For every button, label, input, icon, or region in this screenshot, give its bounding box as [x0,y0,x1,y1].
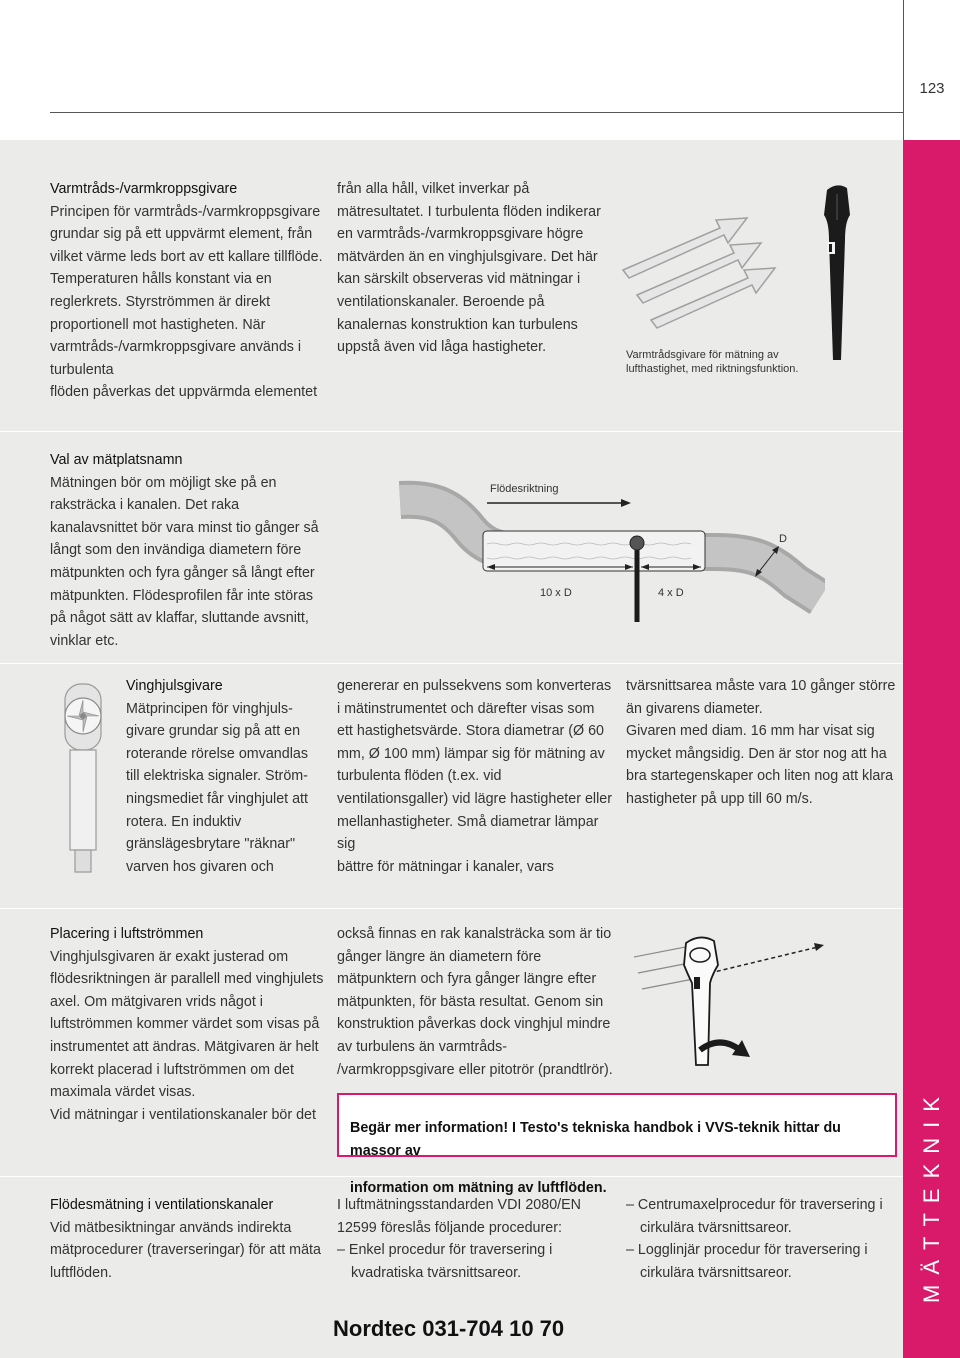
section-measurement-site [50,449,330,652]
text-line: korrekt placerad i luftströmmen om det [50,1061,294,1078]
bullet-item-continuation: cirkulära tvärsnittsareor. [640,1264,792,1281]
text-line: Vid mätningar i ventilationskanaler bör det [50,1106,316,1123]
text-line: tvärsnittsarea måste vara 10 gånger större [626,678,896,694]
text-line: sig [337,836,356,853]
section-divider [0,663,903,664]
info-text-line: information om mätning av luftflöden. [350,1179,607,1196]
text-line: maximala värdet visas. [50,1084,196,1101]
text-line: proportionell mot hastigheten. När [50,316,266,333]
text-line: vinklar etc. [50,632,119,649]
section-hotwire-col1 [50,178,325,404]
text-line: kanalernas konstruktion kan turbulens [337,316,578,333]
rotation-arrow-icon [700,1043,740,1051]
text-line: axel. Om mätgivaren vrids något i [50,993,263,1010]
text-line: Vinghjulsgivaren är exakt justerad om [50,948,289,965]
text-line: uppstå även vid låga hastigheter. [337,339,547,356]
bullet-item-continuation: cirkulära tvärsnittsareor. [640,1219,792,1236]
caption-line: Varmtrådsgivare för mätning av [626,349,779,361]
probe-head [630,536,644,550]
section-hotwire-col2 [337,178,612,359]
section-flow-measurement-col1 [50,1194,330,1284]
text-line: gånger längre än diametern före [337,948,542,965]
text-line: flöden påverkas det uppvärmda elementet [50,384,318,401]
text-line: Principen för varmtråds-/varmkroppsgivare [50,203,321,220]
side-tab [914,1085,950,1305]
bullet-item-continuation: kvadratiska tvärsnittsareor. [351,1264,522,1281]
text-line: vilket värme leds bort av ett kallare tillflöde. [50,248,323,265]
text-line: till elektriska signaler. Ström- [126,768,308,785]
text-line: bättre för mätningar i kanaler, vars [337,858,554,875]
page-number: 123 [919,80,945,97]
text-line: luftströmmen kommer värdet som visas på [50,1016,320,1033]
text-line: i mätinstrumentet och därefter visas som [337,700,595,717]
after-length-label: 4 x D [658,587,684,599]
text-line: Mätningen bör om möjligt ske på en [50,474,277,491]
text-line: ett hastighetsvärde. Stora diametrar (Ø 60 [337,723,605,740]
footer-contact: Nordtec 031-704 10 70 [333,1316,565,1341]
text-line: roterande rörelse omvandlas [126,745,308,762]
page-header [0,0,903,140]
text-line: varven hos givaren och [126,858,274,875]
text-line: instrumentet att ändras. Mätgivaren är helt [50,1038,319,1055]
section-heading: Vinghjulsgivare [126,678,223,694]
diameter-label: D [779,533,787,545]
section-divider [0,908,903,909]
section-heading: Flödesmätning i ventilationskanaler [50,1197,274,1213]
section-vane-col1 [126,675,316,878]
side-tab-label: MÄTTEKNIK [919,1087,944,1303]
text-line: mätresultatet. I turbulenta flöden indikerar [337,203,601,220]
section-placement-col1 [50,923,330,1126]
info-text-line: Begär mer information! I Testo's tekniska handbok i VVS-teknik hittar du massor av [350,1120,841,1159]
text-line: raksträcka i kanalen. Det raka [50,497,240,514]
hotwire-caption [626,348,826,376]
text-line: av turbulens än varmtråds- [337,1038,508,1055]
airflow-arrows [623,218,775,328]
text-line: varmtråds-/varmkroppsgivare används i [50,339,302,356]
text-line: mätpunkten. Flödesprofilen får inte störas [50,587,314,604]
text-line: mellanhastigheter. Små diametrar lämpar [337,813,599,830]
text-line: rotera. En induktiv [126,813,242,830]
section-flow-measurement-col3 [626,1194,901,1284]
text-line: mätpunkten, för bästa resultat. Genom sin [337,993,604,1010]
text-line: mätvärden än en vinghjulsgivare. Det här [337,248,598,265]
straight-section [483,531,705,571]
text-line: långt som den invändiga diametern före [50,542,302,559]
text-line: Vid mätbesiktningar används indirekta [50,1219,292,1236]
text-line: en varmtråds-/varmkroppsgivare högre [337,226,584,243]
section-placement-col2 [337,923,622,1081]
text-line: på något sätt av klaffar, sluttande avsnitt, [50,610,309,627]
text-line: turbulenta flöden (t.ex. vid [337,768,502,785]
vane-probe-icon [55,678,110,878]
text-line: från alla håll, vilket inverkar på [337,181,530,197]
text-line: genererar en pulssekvens som konverteras [337,678,612,694]
text-line: reglerkrets. Styrströmmen är direkt [50,293,271,310]
header-rule [50,112,903,113]
text-line: ningsmediet får vinghjulet att [126,790,308,807]
text-line: I luftmätningsstandarden VDI 2080/EN [337,1197,581,1213]
text-line: ventilationsgaller) vid lägre hastigheter eller [337,790,612,807]
text-line: mycket mångsidig. Den är stor nog att ha [626,745,887,762]
text-line: mm, Ø 100 mm) lämpar sig för mätning av [337,745,605,762]
text-line: mätpunktern och fyra gånger längre efter [337,971,597,988]
text-line: än givarens diameter. [626,700,763,717]
text-line: ventilationskanaler. Beroende på [337,293,545,310]
section-heading: Placering i luftströmmen [50,926,204,942]
caption-line: lufthastighet, med riktningsfunktion. [626,363,799,375]
header-divider [903,0,904,140]
text-line: flödesriktningen är parallell med vinghjulets [50,971,324,988]
text-line: också finnas en rak kanalsträcka som är tio [337,926,612,942]
section-vane-col2 [337,675,617,878]
section-heading: Val av mätplatsnamn [50,452,183,468]
text-line: Temperaturen hålls konstant via en [50,271,272,288]
text-line: Givaren med diam. 16 mm har visat sig [626,723,875,740]
bullet-item: – Enkel procedur för traversering i [337,1242,553,1259]
text-line: kanalavsnittet bör vara minst tio gånger så [50,519,319,536]
probe-placement-illustration [628,925,848,1090]
hotwire-probe-icon [824,185,850,360]
info-box [337,1093,897,1196]
text-line: hastigheter på upp till 60 m/s. [626,790,813,807]
section-divider [0,431,903,432]
text-line: turbulenta [50,361,114,378]
bullet-item: – Centrumaxelprocedur för traversering i [626,1197,883,1213]
section-heading: Varmtråds-/varmkroppsgivare [50,181,238,197]
text-line: mätpunkten och fyra gånger så långt efter [50,564,315,581]
text-line: mätprocedurer (traverseringar) för att mäta [50,1242,321,1259]
flow-axis-line [710,947,818,973]
text-line: givare grundar sig på att en [126,723,301,740]
text-line: gränslägesbrytare "räknar" [126,836,296,853]
text-line: grundar sig på ett uppvärmt element, från [50,226,313,243]
bullet-item: – Logglinjär procedur för traversering i [626,1242,868,1259]
duct-diagram [395,470,825,630]
before-length-label: 10 x D [540,587,572,599]
section-flow-measurement-col2 [337,1194,617,1284]
text-line: kan särskilt observeras vid mätningar i [337,271,581,288]
text-line: bra startegenskaper och liten nog att klara [626,768,894,785]
text-line: konstruktion påverkas dock vinghjul mindre [337,1016,611,1033]
flow-direction-label: Flödesriktning [490,483,559,495]
text-line: 12599 föreslås följande procedurer: [337,1219,562,1236]
text-line: Mätprincipen för vinghjuls- [126,700,293,717]
text-line: luftflöden. [50,1264,112,1281]
text-line: /varmkroppsgivare eller pitotrör (prandtlrör). [337,1061,613,1078]
section-vane-col3 [626,675,896,811]
